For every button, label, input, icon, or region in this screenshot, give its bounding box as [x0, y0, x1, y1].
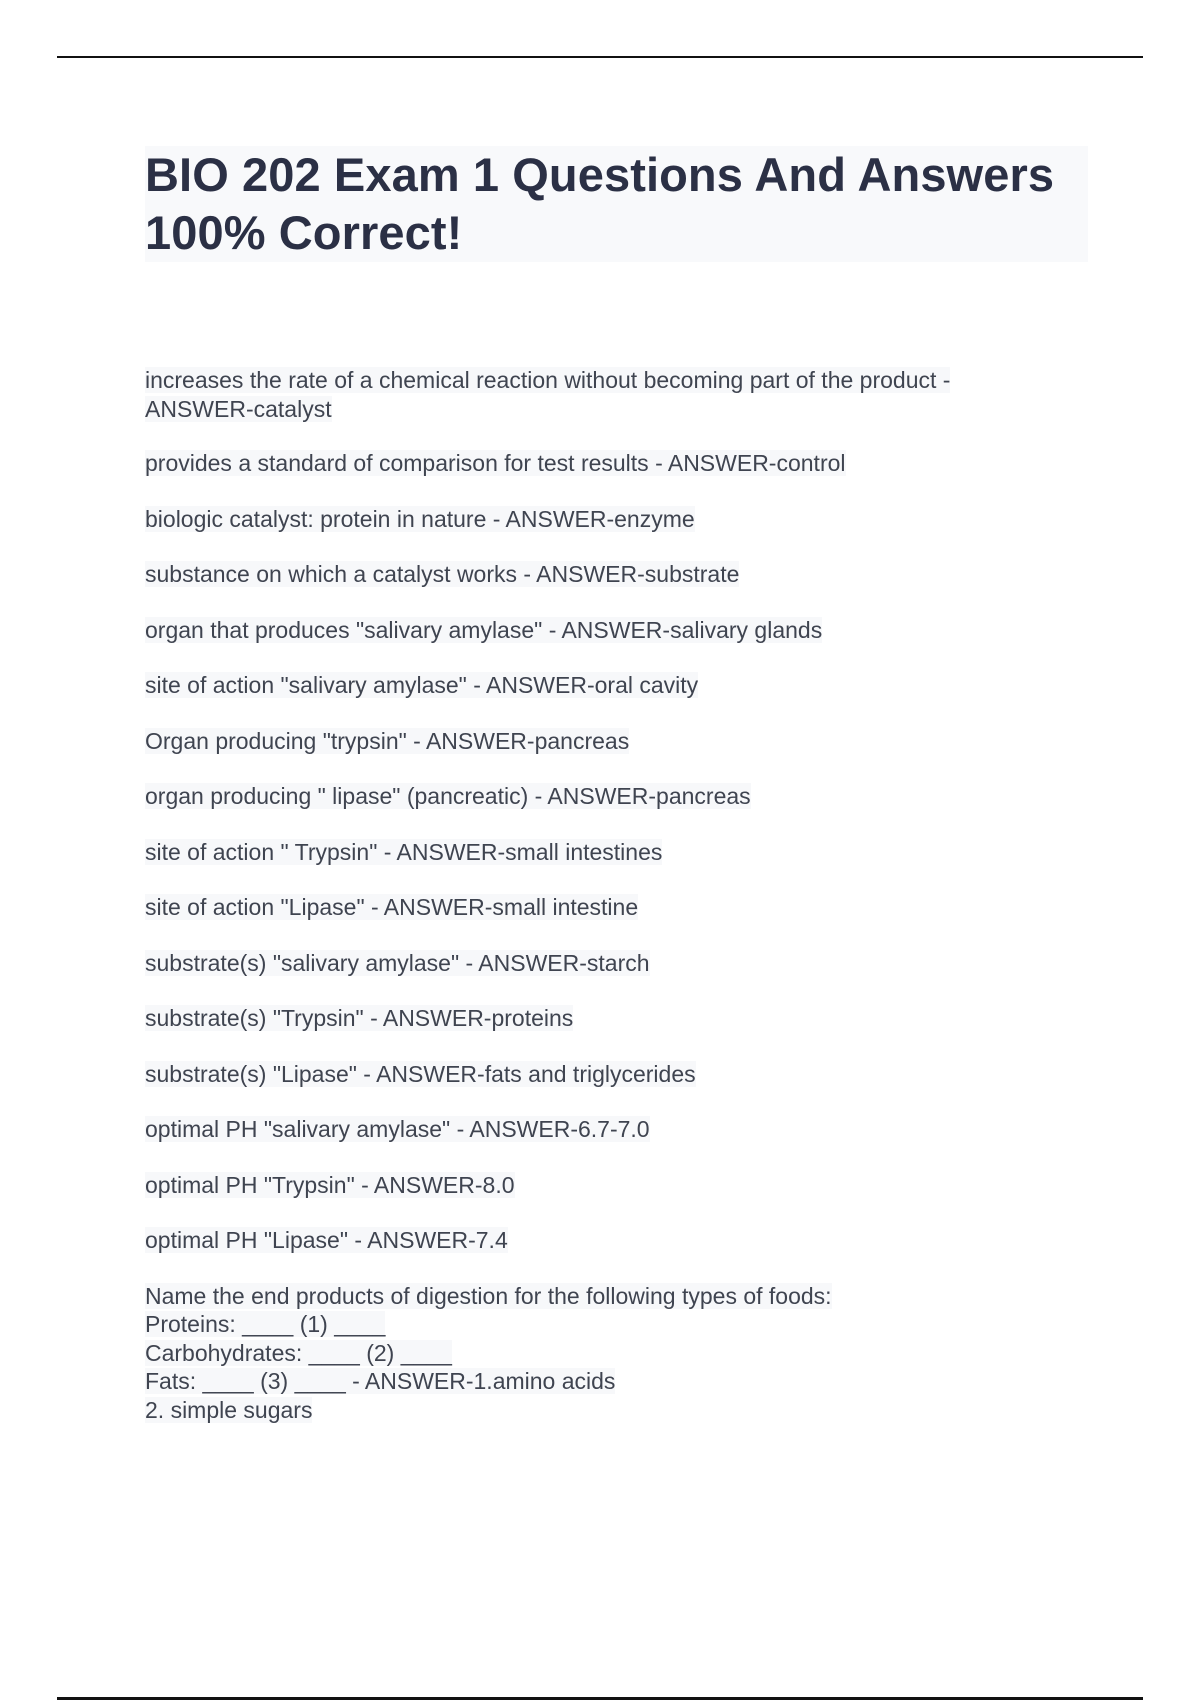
qa-line: [145, 893, 1065, 922]
qa-item: [145, 1282, 1065, 1425]
qa-item: [145, 838, 1065, 867]
qa-line-text: optimal PH "Trypsin" - ANSWER-8.0: [145, 1171, 515, 1198]
qa-line-text: Name the end products of digestion for the following types of foods:: [145, 1282, 832, 1309]
document-title: [145, 146, 1088, 262]
qa-line-text: ANSWER-catalyst: [145, 395, 332, 422]
qa-line-text: Carbohydrates: ____ (2) ____: [145, 1339, 452, 1366]
qa-line-text: substrate(s) "Trypsin" - ANSWER-proteins: [145, 1005, 574, 1031]
qa-line: [145, 949, 1065, 978]
qa-item: [145, 449, 1065, 478]
qa-item: [145, 893, 1065, 922]
qa-line-text: substrate(s) "salivary amylase" - ANSWER-starch: [145, 949, 650, 976]
title-line: BIO 202 Exam 1 Questions And Answers: [145, 148, 1055, 201]
qa-line: [145, 395, 1065, 424]
qa-line-text: organ that produces "salivary amylase" - ANSWER-salivary glands: [145, 616, 823, 643]
qa-line: [145, 1310, 1065, 1339]
qa-line-text: substance on which a catalyst works - ANSWER-substrate: [145, 561, 740, 587]
qa-item: [145, 1226, 1065, 1255]
qa-line-text: 2. simple sugars: [145, 1396, 313, 1423]
qa-line: [145, 560, 1065, 589]
qa-line: [145, 1396, 1065, 1425]
qa-item: [145, 616, 1065, 645]
qa-line: [145, 838, 1065, 867]
qa-line-text: biologic catalyst: protein in nature - ANSWER-enzyme: [145, 505, 695, 532]
qa-item: [145, 1115, 1065, 1144]
qa-line-text: optimal PH "salivary amylase" - ANSWER-6.7-7.0: [145, 1116, 650, 1142]
qa-item: [145, 366, 1065, 423]
qa-item: [145, 560, 1065, 589]
qa-item: [145, 671, 1065, 700]
qa-line: [145, 1115, 1065, 1144]
qa-line-text: optimal PH "Lipase" - ANSWER-7.4: [145, 1227, 508, 1253]
qa-line: [145, 1004, 1065, 1033]
qa-line-text: site of action "Lipase" - ANSWER-small intestine: [145, 894, 639, 920]
qa-line: [145, 1060, 1065, 1089]
qa-line-text: Organ producing "trypsin" - ANSWER-pancreas: [145, 727, 630, 754]
qa-line-text: increases the rate of a chemical reaction without becoming part of the product -: [145, 367, 951, 393]
qa-item: [145, 1060, 1065, 1089]
qa-line-text: site of action " Trypsin" - ANSWER-small intestines: [145, 838, 663, 865]
qa-item: [145, 505, 1065, 534]
qa-item: [145, 949, 1065, 978]
qa-item: [145, 1004, 1065, 1033]
qa-item: [145, 1171, 1065, 1200]
header-rule: [57, 56, 1143, 58]
qa-line-text: Fats: ____ (3) ____ - ANSWER-1.amino acids: [145, 1368, 616, 1394]
qa-line: [145, 366, 1065, 395]
qa-line: [145, 1367, 1065, 1396]
qa-line: [145, 505, 1065, 534]
qa-line-text: site of action "salivary amylase" - ANSWER-oral cavity: [145, 672, 699, 698]
qa-line: [145, 616, 1065, 645]
qa-line-text: provides a standard of comparison for test results - ANSWER-control: [145, 450, 846, 476]
title-line: 100% Correct!: [145, 206, 463, 259]
qa-line: [145, 727, 1065, 756]
qa-line-text: substrate(s) "Lipase" - ANSWER-fats and triglycerides: [145, 1060, 696, 1087]
qa-line: [145, 671, 1065, 700]
qa-line: [145, 449, 1065, 478]
qa-line-text: Proteins: ____ (1) ____: [145, 1311, 386, 1337]
qa-list: [145, 366, 1065, 1450]
qa-line: [145, 1339, 1065, 1368]
qa-line-text: organ producing " lipase" (pancreatic) - ANSWER-pancreas: [145, 783, 751, 809]
qa-line: [145, 1226, 1065, 1255]
qa-item: [145, 782, 1065, 811]
title-block: [145, 146, 1088, 262]
qa-line: [145, 782, 1065, 811]
qa-line: [145, 1171, 1065, 1200]
qa-line: [145, 1282, 1065, 1311]
qa-item: [145, 727, 1065, 756]
